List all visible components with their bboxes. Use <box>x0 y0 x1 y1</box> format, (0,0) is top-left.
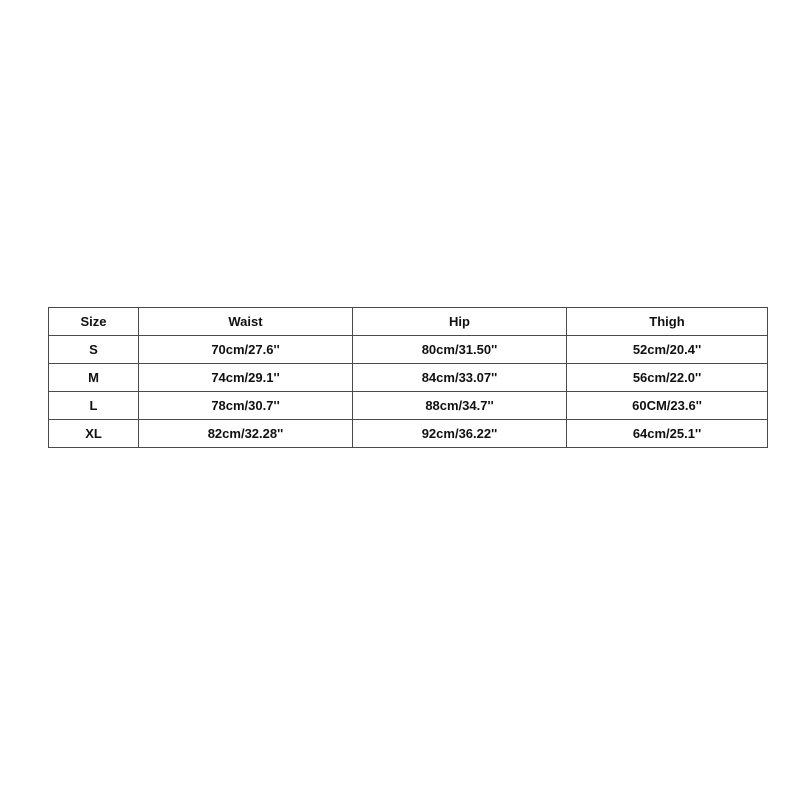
size-chart-table <box>48 307 768 448</box>
hip-cell: 84cm/33.07'' <box>353 364 567 392</box>
table-row <box>49 364 768 392</box>
thigh-cell: 60CM/23.6'' <box>567 392 768 420</box>
size-cell: M <box>49 364 139 392</box>
size-cell: S <box>49 336 139 364</box>
waist-cell: 82cm/32.28'' <box>139 420 353 448</box>
header-thigh: Thigh <box>567 308 768 336</box>
waist-cell: 70cm/27.6'' <box>139 336 353 364</box>
hip-cell: 92cm/36.22'' <box>353 420 567 448</box>
thigh-cell: 56cm/22.0'' <box>567 364 768 392</box>
header-row <box>49 308 768 336</box>
header-hip: Hip <box>353 308 567 336</box>
size-cell: XL <box>49 420 139 448</box>
hip-cell: 80cm/31.50'' <box>353 336 567 364</box>
header-size: Size <box>49 308 139 336</box>
hip-cell: 88cm/34.7'' <box>353 392 567 420</box>
waist-cell: 74cm/29.1'' <box>139 364 353 392</box>
thigh-cell: 64cm/25.1'' <box>567 420 768 448</box>
thigh-cell: 52cm/20.4'' <box>567 336 768 364</box>
table-row <box>49 336 768 364</box>
size-cell: L <box>49 392 139 420</box>
header-waist: Waist <box>139 308 353 336</box>
table-row <box>49 392 768 420</box>
table-row <box>49 420 768 448</box>
waist-cell: 78cm/30.7'' <box>139 392 353 420</box>
